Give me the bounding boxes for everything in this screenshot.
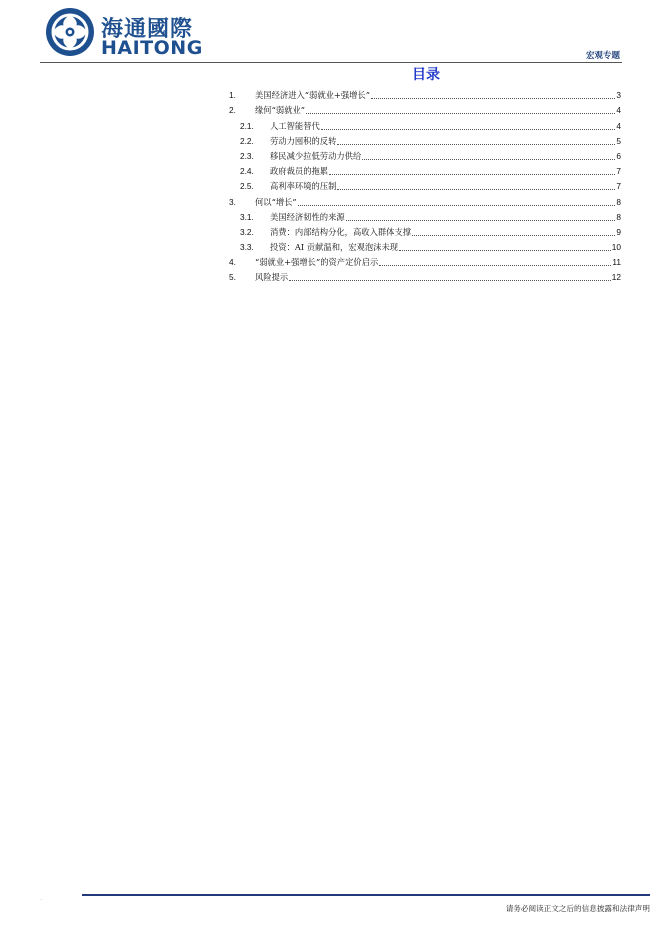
toc-entry-number: 2.5.	[240, 181, 254, 192]
toc-entry-label: 何以“增长”	[255, 196, 297, 207]
toc-entry-number: 2.3.	[240, 150, 254, 161]
toc-entry-number: 2.1.	[240, 120, 254, 131]
toc-leader-dots	[337, 143, 615, 145]
toc-entry-label: 缘何“弱就业”	[255, 105, 305, 116]
table-of-contents	[229, 86, 621, 283]
toc-entry[interactable]	[229, 147, 621, 162]
header-divider	[40, 62, 622, 63]
toc-entry-number: 2.	[229, 105, 236, 116]
toc-leader-dots	[362, 158, 615, 160]
toc-entry-number: 4.	[229, 257, 236, 268]
footer-divider	[82, 894, 650, 896]
report-category-tag: 宏观专题	[585, 51, 620, 61]
toc-entry-page: 11	[612, 257, 621, 268]
logo-english-name: HAITONG	[101, 37, 203, 59]
haitong-logo	[44, 6, 214, 62]
toc-leader-dots	[289, 279, 611, 281]
toc-entry[interactable]	[229, 101, 621, 116]
toc-entry-page: 12	[611, 272, 621, 283]
toc-entry[interactable]	[229, 238, 621, 253]
logo-chinese-name: 海通國際	[101, 17, 194, 42]
toc-entry-page: 3	[616, 90, 621, 101]
toc-entry-label: 人工智能替代	[270, 120, 320, 131]
toc-entry-label: 美国经济进入“弱就业+强增长”	[255, 90, 370, 101]
toc-entry-number: 5.	[229, 272, 236, 283]
toc-entry-label: 消费：内部结构分化，高收入群体支撑	[270, 226, 412, 237]
toc-leader-dots	[412, 234, 615, 236]
toc-entry[interactable]	[229, 162, 621, 177]
toc-leader-dots	[298, 204, 616, 206]
toc-entry-label: 投资：AI 贡献温和，宏观泡沫未现	[270, 242, 399, 253]
toc-entry-page: 8	[616, 211, 621, 222]
toc-entry[interactable]	[229, 116, 621, 131]
toc-entry-label: 美国经济韧性的来源	[270, 211, 345, 222]
toc-leader-dots	[346, 219, 616, 221]
toc-entry-label: 政府裁员的拖累	[270, 166, 329, 177]
toc-entry-label: “弱就业+强增长”的资产定价启示	[255, 257, 379, 268]
toc-entry-label: 移民减少拉低劳动力供给	[270, 150, 362, 161]
toc-entry-label: 劳动力囤积的反转	[270, 135, 337, 146]
toc-entry[interactable]	[229, 268, 621, 283]
toc-leader-dots	[399, 249, 611, 251]
toc-entry[interactable]	[229, 132, 621, 147]
toc-entry-number: 3.	[229, 196, 236, 207]
toc-entry-page: 4	[616, 120, 621, 131]
toc-entry-page: 7	[616, 181, 621, 192]
toc-title: 目录	[412, 67, 440, 83]
toc-entry-number: 2.2.	[240, 135, 254, 146]
toc-entry-page: 7	[616, 166, 621, 177]
toc-entry[interactable]	[229, 192, 621, 207]
toc-leader-dots	[337, 188, 615, 190]
toc-entry-label: 高利率环境的压制	[270, 181, 337, 192]
toc-entry-number: 3.2.	[240, 226, 254, 237]
toc-leader-dots	[371, 97, 615, 99]
page-corner-mark: ·	[40, 897, 42, 903]
toc-entry-page: 4	[616, 105, 621, 116]
toc-entry-number: 2.4.	[240, 166, 254, 177]
toc-entry[interactable]	[229, 177, 621, 192]
toc-entry-number: 3.1.	[240, 211, 254, 222]
toc-entry-page: 6	[616, 150, 621, 161]
toc-entry-label: 风险提示	[255, 272, 289, 283]
toc-entry[interactable]	[229, 208, 621, 223]
toc-entry-page: 8	[616, 196, 621, 207]
toc-entry-page: 5	[616, 135, 621, 146]
toc-leader-dots	[306, 112, 615, 114]
toc-leader-dots	[321, 128, 616, 130]
haitong-emblem-icon	[44, 6, 96, 58]
toc-leader-dots	[329, 173, 615, 175]
toc-entry-number: 1.	[229, 90, 236, 101]
toc-entry-page: 9	[616, 226, 621, 237]
footer-disclaimer: 请务必阅读正文之后的信息披露和法律声明	[505, 904, 650, 913]
toc-entry-page: 10	[611, 242, 621, 253]
toc-entry[interactable]	[229, 223, 621, 238]
toc-entry[interactable]	[229, 86, 621, 101]
toc-entry-number: 3.3.	[240, 242, 254, 253]
toc-leader-dots	[379, 264, 611, 266]
toc-entry[interactable]	[229, 253, 621, 268]
